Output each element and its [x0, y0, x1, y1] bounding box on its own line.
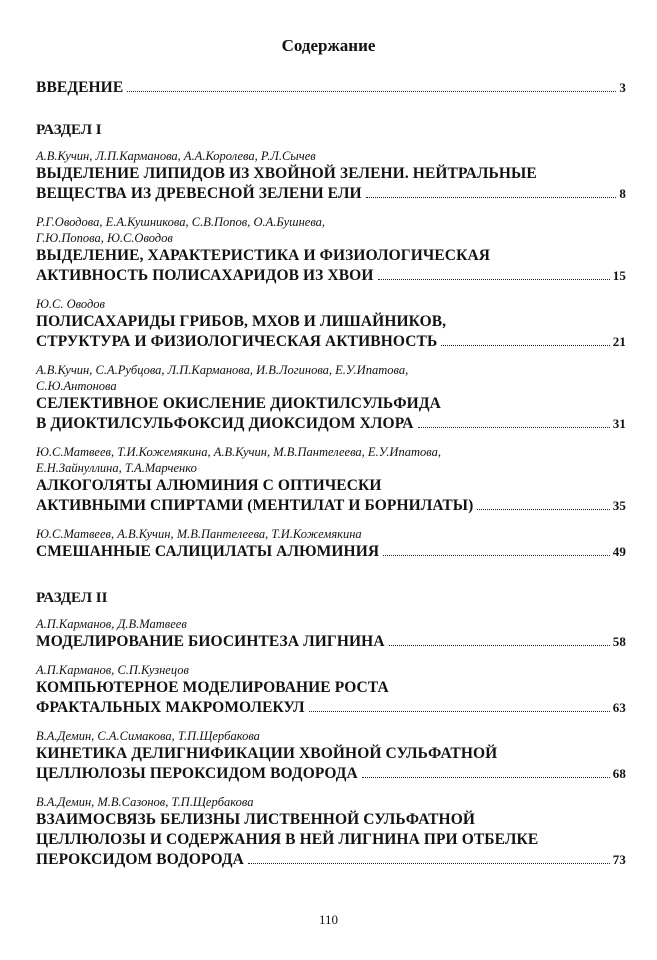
entry-title-last-line [36, 414, 626, 434]
entry-title-line: ПОЛИСАХАРИДЫ ГРИБОВ, МХОВ И ЛИШАЙНИКОВ, [36, 313, 447, 330]
toc-intro [36, 78, 626, 98]
toc-entry [36, 362, 626, 434]
intro-page: 3 [619, 80, 626, 95]
entry-page: 58 [612, 634, 626, 649]
entry-page: 63 [612, 700, 626, 715]
entry-title-line: В ДИОКТИЛСУЛЬФОКСИД ДИОКСИДОМ ХЛОРА [36, 415, 414, 432]
toc-entry [36, 526, 626, 562]
toc-entry [36, 728, 626, 784]
entry-title-last-line [36, 542, 626, 562]
entry-page: 35 [612, 498, 626, 513]
entry-page: 49 [612, 544, 626, 559]
page-title: Содержание [281, 36, 376, 55]
entry-title-last-line [36, 850, 626, 870]
dot-leader [378, 279, 610, 280]
entry-authors: Ю.С.Матвеев, А.В.Кучин, М.В.Пантелеева, Т.И.Кожемякина [36, 527, 362, 541]
toc-entry [36, 444, 626, 516]
dot-leader [383, 555, 610, 556]
toc-entry [36, 296, 626, 352]
dot-leader [127, 91, 616, 92]
dot-leader [309, 711, 610, 712]
entry-authors: Ю.С.Матвеев, Т.И.Кожемякина, А.В.Кучин, М.В.Пантелеева, Е.У.Ипатова, [36, 445, 441, 459]
entry-title-line: МОДЕЛИРОВАНИЕ БИОСИНТЕЗА ЛИГНИНА [36, 633, 385, 650]
entry-authors: А.П.Карманов, Д.В.Матвеев [36, 617, 187, 631]
entry-authors: В.А.Демин, С.А.Симакова, Т.П.Щербакова [36, 729, 260, 743]
entry-page: 8 [619, 186, 626, 201]
intro-title: ВВЕДЕНИЕ [36, 79, 124, 96]
toc-sections [36, 120, 626, 870]
entry-title-line: ВЕЩЕСТВА ИЗ ДРЕВЕСНОЙ ЗЕЛЕНИ ЕЛИ [36, 185, 362, 202]
dot-leader [389, 645, 610, 646]
dot-leader [366, 197, 617, 198]
dot-leader [418, 427, 610, 428]
entry-page: 21 [612, 334, 626, 349]
entry-title-last-line [36, 496, 626, 516]
entry-title-last-line [36, 764, 626, 784]
entry-title-last-line [36, 332, 626, 352]
entry-title-line: СТРУКТУРА И ФИЗИОЛОГИЧЕСКАЯ АКТИВНОСТЬ [36, 333, 438, 350]
dot-leader [477, 509, 609, 510]
entry-title-line: СЕЛЕКТИВНОЕ ОКИСЛЕНИЕ ДИОКТИЛСУЛЬФИДА [36, 395, 441, 412]
toc [36, 78, 626, 880]
toc-entry [36, 616, 626, 652]
page-number: 110 [318, 912, 339, 927]
entry-title-line: ВЫДЕЛЕНИЕ ЛИПИДОВ ИЗ ХВОЙНОЙ ЗЕЛЕНИ. НЕЙТРАЛЬНЫЕ [36, 165, 537, 182]
entry-title-last-line [36, 184, 626, 204]
entry-authors: А.П.Карманов, С.П.Кузнецов [36, 663, 189, 677]
entry-page: 15 [612, 268, 626, 283]
entry-authors: Р.Г.Оводова, Е.А.Кушникова, С.В.Попов, О.А.Бушнева, [36, 215, 326, 229]
dot-leader [248, 863, 610, 864]
entry-page: 73 [612, 852, 626, 867]
entry-title-line: ВЫДЕЛЕНИЕ, ХАРАКТЕРИСТИКА И ФИЗИОЛОГИЧЕСКАЯ [36, 247, 491, 264]
entry-title-line: КОМПЬЮТЕРНОЕ МОДЕЛИРОВАНИЕ РОСТА [36, 679, 389, 696]
entry-title-line: АКТИВНОСТЬ ПОЛИСАХАРИДОВ ИЗ ХВОИ [36, 267, 374, 284]
section-heading: РАЗДЕЛ I [36, 122, 102, 138]
toc-entry [36, 214, 626, 286]
entry-authors: А.В.Кучин, С.А.Рубцова, Л.П.Карманова, И.В.Логинова, Е.У.Ипатова, [36, 363, 409, 377]
section-heading: РАЗДЕЛ II [36, 590, 108, 606]
entry-authors: С.Ю.Антонова [36, 379, 117, 393]
entry-title-line: ЦЕЛЛЮЛОЗЫ ПЕРОКСИДОМ ВОДОРОДА [36, 765, 358, 782]
entry-authors: А.В.Кучин, Л.П.Карманова, А.А.Королева, Р.Л.Сычев [36, 149, 316, 163]
entry-title-line: АЛКОГОЛЯТЫ АЛЮМИНИЯ С ОПТИЧЕСКИ [36, 477, 382, 494]
entry-authors: В.А.Демин, М.В.Сазонов, Т.П.Щербакова [36, 795, 254, 809]
entry-title-line: ПЕРОКСИДОМ ВОДОРОДА [36, 851, 244, 868]
entry-authors: Е.Н.Зайнуллина, Т.А.Марченко [36, 461, 197, 475]
dot-leader [441, 345, 609, 346]
entry-title-last-line [36, 698, 626, 718]
entry-page: 31 [612, 416, 626, 431]
entry-title-line: ВЗАИМОСВЯЗЬ БЕЛИЗНЫ ЛИСТВЕННОЙ СУЛЬФАТНОЙ [36, 811, 476, 828]
entry-title-line: СМЕШАННЫЕ САЛИЦИЛАТЫ АЛЮМИНИЯ [36, 543, 380, 560]
dot-leader [362, 777, 610, 778]
toc-entry [36, 662, 626, 718]
entry-title-last-line [36, 632, 626, 652]
toc-entry [36, 794, 626, 870]
toc-entry [36, 148, 626, 204]
entry-title-line: АКТИВНЫМИ СПИРТАМИ (МЕНТИЛАТ И БОРНИЛАТЫ) [36, 497, 474, 514]
entry-title-line: ЦЕЛЛЮЛОЗЫ И СОДЕРЖАНИЯ В НЕЙ ЛИГНИНА ПРИ ОТБЕЛКЕ [36, 831, 539, 848]
entry-title-line: ФРАКТАЛЬНЫХ МАКРОМОЛЕКУЛ [36, 699, 305, 716]
entry-authors: Г.Ю.Попова, Ю.С.Оводов [36, 231, 173, 245]
entry-authors: Ю.С. Оводов [36, 297, 105, 311]
entry-title-line: КИНЕТИКА ДЕЛИГНИФИКАЦИИ ХВОЙНОЙ СУЛЬФАТНОЙ [36, 745, 498, 762]
entry-page: 68 [612, 766, 626, 781]
entry-title-last-line [36, 266, 626, 286]
